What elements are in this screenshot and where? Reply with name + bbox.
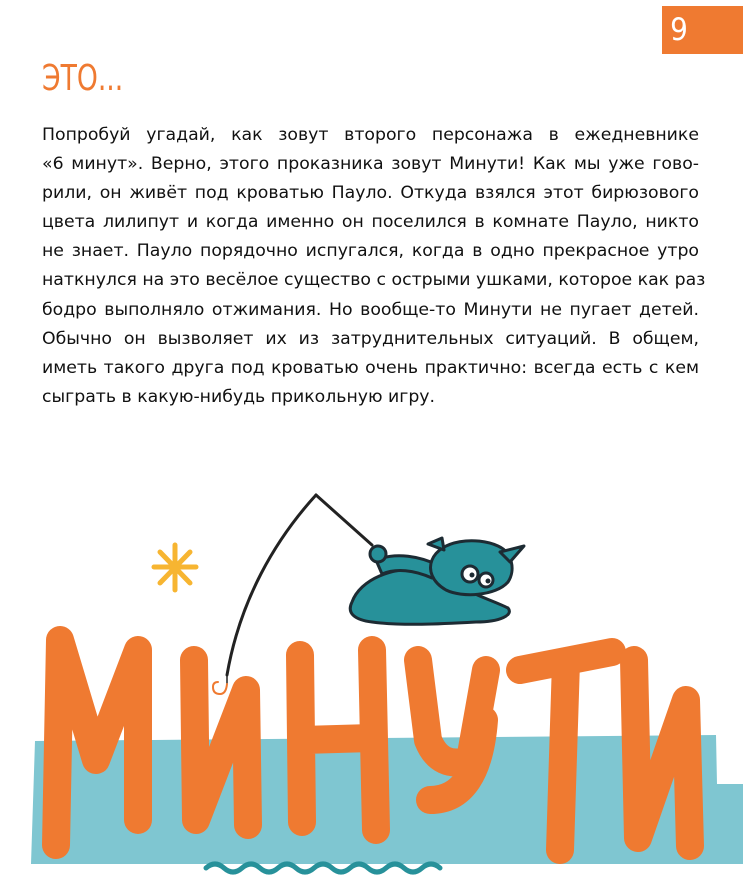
body-line: сыграть в какую-нибудь прикольную игру. — [42, 386, 436, 407]
body-line: бодро выполняло отжимания. Но вообще-то Минути не пугает детей. — [42, 299, 699, 320]
illustration-canvas — [0, 470, 743, 894]
body-line: «6 минут». Верно, этого проказника зовут Минути! Как мы уже гово- — [42, 154, 699, 175]
body-line: рили, он живёт под кроватью Пауло. Откуда взялся этот бирюзового — [42, 183, 699, 204]
wave-line — [206, 864, 440, 872]
page-number-tab — [662, 6, 743, 54]
body-paragraph — [42, 121, 706, 412]
body-line: иметь такого друга под кроватью очень практично: всегда есть с кем — [42, 357, 699, 378]
star-icon — [154, 545, 196, 590]
character-hand — [370, 546, 386, 562]
body-line: наткнулся на это весёлое существо с острыми ушками, которое как раз — [42, 270, 706, 291]
minuti-illustration — [0, 470, 743, 894]
minuti-character — [350, 538, 524, 624]
body-line: Обычно он вызволяет их из затруднительных ситуаций. В общем, — [42, 328, 699, 349]
body-line: не знает. Пауло порядочно испугался, когда в одно прекрасное утро — [42, 241, 699, 262]
section-heading: ЭТО... — [42, 58, 124, 99]
body-line: Попробуй угадай, как зовут второго персонажа в ежедневнике — [42, 125, 699, 145]
character-ear-left — [428, 538, 444, 550]
page-number: 9 — [670, 12, 688, 48]
body-line: цвета лилипут и когда именно он поселился в комнате Пауло, никто — [42, 212, 699, 233]
